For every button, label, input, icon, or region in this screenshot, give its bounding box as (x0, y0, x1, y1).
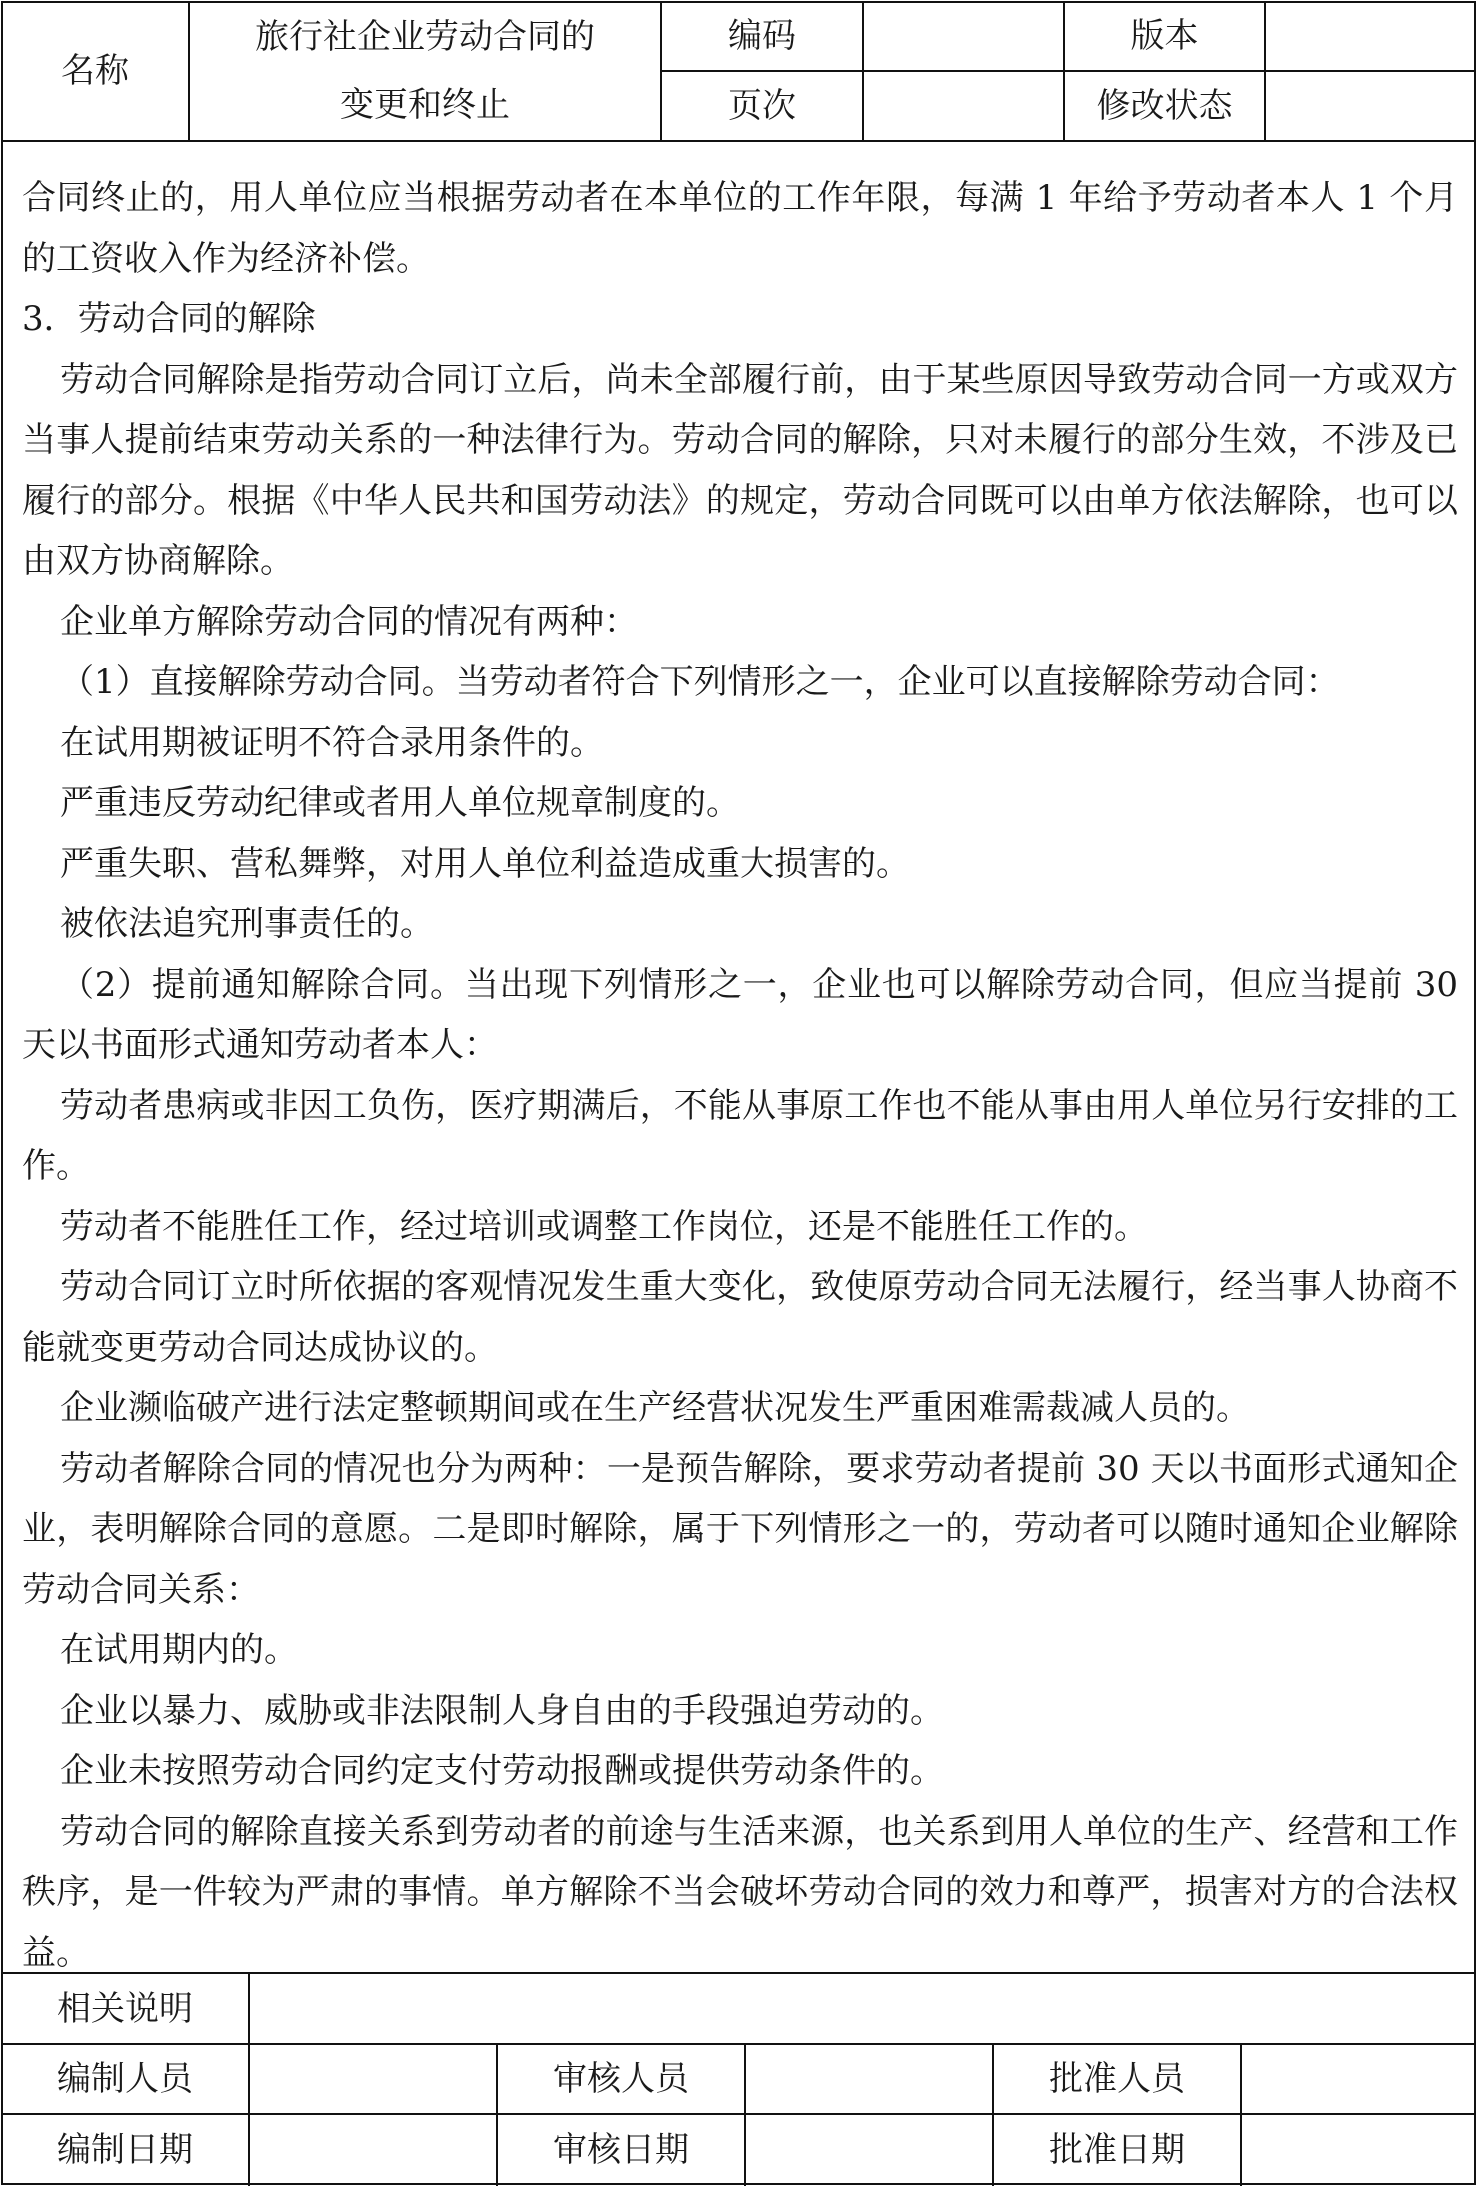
compile-date-value (250, 2115, 496, 2185)
body-paragraph: 在试用期被证明不符合录用条件的。 (60, 722, 604, 763)
approve-date-label: 批准日期 (1049, 2130, 1185, 2170)
compile-date-label: 编制日期 (57, 2130, 193, 2170)
name-label: 名称 (61, 51, 129, 91)
document-title-cell (190, 2, 660, 140)
body-paragraph: 企业单方解除劳动合同的情况有两种： (60, 601, 638, 642)
code-label: 编码 (728, 16, 796, 56)
body-paragraph: 劳动者解除合同的情况也分为两种：一是预告解除，要求劳动者提前 30 天以书面形式通知企业，表明解除合同的意愿。二是即时解除，属于下列情形之一的，劳动者可以随时通知企业解除劳动合同关系： (22, 1448, 1458, 1610)
revision-value (1266, 72, 1474, 140)
body-paragraph: 合同终止的，用人单位应当根据劳动者在本单位的工作年限，每满 1 年给予劳动者本人 1 个月的工资收入作为经济补偿。 (22, 178, 1458, 279)
body-paragraph: 劳动合同的解除直接关系到劳动者的前途与生活来源，也关系到用人单位的生产、经营和工作秩序，是一件较为严肃的事情。单方解除不当会破坏劳动合同的效力和尊严，损害对方的合法权益。 (22, 1811, 1458, 1973)
body-text (22, 168, 1458, 1983)
body-paragraph: 劳动合同解除是指劳动合同订立后，尚未全部履行前，由于某些原因导致劳动合同一方或双方当事人提前结束劳动关系的一种法律行为。劳动合同的解除，只对未履行的部分生效，不涉及已履行的部分。根据《中华人民共和国劳动法》的规定，劳动合同既可以由单方依法解除，也可以由双方协商解除。 (22, 359, 1458, 581)
related-notes-value (250, 1974, 1474, 2043)
page-value (864, 72, 1063, 140)
body-paragraph: （2）提前通知解除合同。当出现下列情形之一，企业也可以解除劳动合同，但应当提前 30 天以书面形式通知劳动者本人： (22, 964, 1458, 1065)
body-paragraph: 劳动者患病或非因工负伤，医疗期满后，不能从事原工作也不能从事由用人单位另行安排的工作。 (22, 1085, 1458, 1186)
body-paragraph: 劳动者不能胜任工作，经过培训或调整工作岗位，还是不能胜任工作的。 (60, 1206, 1148, 1247)
body-paragraph: 严重违反劳动纪律或者用人单位规章制度的。 (60, 783, 740, 823)
page-label: 页次 (728, 86, 796, 126)
code-value (864, 2, 1063, 70)
body-paragraph: 企业未按照劳动合同约定支付劳动报酬或提供劳动条件的。 (60, 1751, 944, 1791)
approver-value (1242, 2045, 1474, 2113)
reviewer-value (746, 2045, 992, 2113)
version-value (1266, 2, 1474, 70)
reviewer-label: 审核人员 (553, 2059, 689, 2099)
body-paragraph: 企业濒临破产进行法定整顿期间或在生产经营状况发生严重困难需裁减人员的。 (60, 1388, 1250, 1428)
body-paragraph: （1）直接解除劳动合同。当劳动者符合下列情形之一，企业可以直接解除劳动合同： (60, 662, 1340, 702)
document-title-line1: 旅行社企业劳动合同的 (255, 17, 595, 57)
compiler-label: 编制人员 (57, 2059, 193, 2099)
body-paragraph: 3．劳动合同的解除 (22, 299, 316, 339)
version-label: 版本 (1130, 16, 1199, 56)
approve-date-value (1242, 2115, 1474, 2185)
approver-label: 批准人员 (1049, 2059, 1185, 2099)
revision-label: 修改状态 (1096, 86, 1233, 126)
body-paragraph: 在试用期内的。 (60, 1630, 298, 1670)
body-paragraph: 企业以暴力、威胁或非法限制人身自由的手段强迫劳动的。 (60, 1690, 944, 1731)
compiler-value (250, 2045, 496, 2113)
related-notes-label: 相关说明 (57, 1988, 193, 2029)
body-paragraph: 劳动合同订立时所依据的客观情况发生重大变化，致使原劳动合同无法履行，经当事人协商不能就变更劳动合同达成协议的。 (22, 1267, 1458, 1368)
review-date-label: 审核日期 (553, 2130, 689, 2170)
body-paragraph: 严重失职、营私舞弊，对用人单位利益造成重大损害的。 (60, 843, 910, 884)
body-paragraph: 被依法追究刑事责任的。 (60, 904, 434, 944)
review-date-value (746, 2115, 992, 2185)
document-title-line2: 变更和终止 (340, 85, 510, 125)
